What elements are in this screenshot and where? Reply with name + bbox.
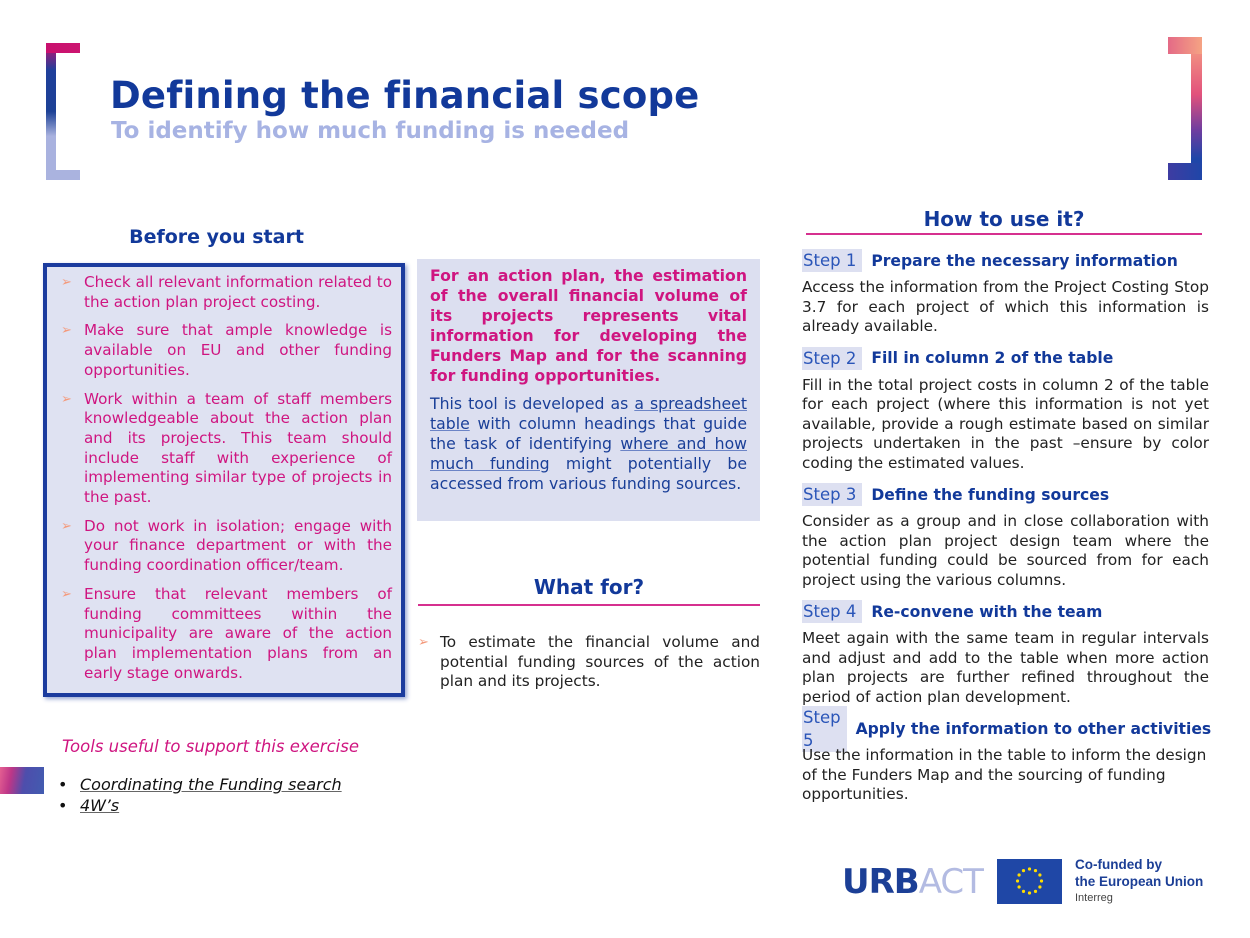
tools-thumbnail-image — [0, 767, 44, 794]
how-to-use-heading: How to use it? — [923, 207, 1085, 231]
step-label: Step 2 — [802, 347, 862, 370]
right-bracket-decoration — [1168, 37, 1202, 180]
left-bracket-decoration — [46, 43, 80, 180]
eu-flag-icon — [997, 859, 1062, 904]
before-you-start-heading: Before you start — [129, 226, 304, 248]
step-label: Step 1 — [802, 249, 862, 272]
step-title: Apply the information to other activities — [855, 719, 1212, 738]
tool-link-4ws[interactable]: 4W’s — [80, 796, 120, 815]
step-1 — [802, 249, 1209, 337]
before-you-start-list — [57, 273, 392, 683]
step-5 — [802, 707, 1212, 805]
info-box — [417, 259, 760, 521]
arrow-bullet-icon: ➢ — [61, 518, 72, 534]
tool-list-item: • 4W’s — [58, 796, 120, 815]
steps-list — [802, 249, 1212, 815]
before-you-start-box — [43, 263, 405, 697]
step-label: Step 5 — [802, 706, 847, 752]
arrow-bullet-icon: ➢ — [61, 323, 72, 339]
eu-stars-icon — [997, 859, 1062, 904]
where-how-much-funding-link[interactable]: where and how much funding — [430, 434, 748, 473]
arrow-bullet-icon: ➢ — [61, 586, 72, 602]
tool-list-item: • Coordinating the Funding search — [58, 775, 342, 794]
arrow-bullet-icon: ➢ — [61, 391, 72, 407]
step-body: Fill in the total project costs in column 2 of the table for each project (where this information is not yet available, provide a rough estimate based on similar projects undertaken in the past –ensure by color coding the estimated values. — [802, 375, 1209, 472]
step-body: Consider as a group and in close collaboration with the action plan project design team where the potential funding could be sourced from for each project using the various columns. — [802, 512, 1209, 589]
step-title: Define the funding sources — [871, 485, 1110, 504]
info-highlight-text: For an action plan, the estimation of the overall financial volume of its projects represents vital information for developing the Funders Map and for the scanning for funding opportunities. — [430, 266, 747, 385]
list-item: ➢ Ensure that relevant members of funding committees within the municipality are aware of the action plan implementation plans from an early stage onwards. — [61, 584, 392, 682]
tool-link-coordinating-funding-search[interactable]: Coordinating the Funding search — [80, 775, 342, 794]
step-label: Step 4 — [802, 600, 862, 623]
what-for-item: ➢ To estimate the financial volume and potential funding sources of the action plan and its projects. — [418, 633, 760, 691]
arrow-bullet-icon: ➢ — [61, 275, 72, 290]
step-title: Fill in column 2 of the table — [871, 349, 1114, 367]
step-body: Access the information from the Project Costing Stop 3.7 for each project of which this information is already available. — [802, 278, 1209, 335]
list-item: ➢ Do not work in isolation; engage with your finance department or with the funding coordination officer/team. — [61, 516, 392, 575]
list-item: ➢ Make sure that ample knowledge is available on EU and other funding opportunities. — [61, 321, 392, 379]
list-item: ➢ Work within a team of staff members knowledgeable about the action plan and its projects. This team should include staff with experience of implementing similar type of projects in the past. — [61, 389, 392, 507]
step-title: Prepare the necessary information — [871, 251, 1178, 270]
step-title: Re-convene with the team — [871, 602, 1103, 621]
step-4 — [802, 600, 1209, 707]
step-3 — [802, 483, 1209, 590]
step-label: Step 3 — [802, 483, 862, 506]
step-body: Meet again with the same team in regular intervals and adjust and add to the table when more action plan projects are further refined throughout the period of action plan development. — [802, 629, 1209, 706]
page-title: Defining the financial scope — [110, 74, 700, 117]
urbact-logo: URBACT — [842, 862, 983, 902]
page-subtitle: To identify how much funding is needed — [111, 118, 630, 144]
how-to-use-divider — [806, 233, 1202, 235]
list-item: ➢ Check all relevant information related to the action plan project costing. — [61, 273, 392, 311]
what-for-divider — [418, 604, 760, 606]
eu-cofunded-text: Co-funded by the European Union Interreg — [1075, 857, 1204, 904]
info-body-text: This tool is developed as a spreadsheet table with column headings that guide the task of identifying where and how much funding might potentially be accessed from various funding sources. — [430, 394, 748, 493]
arrow-bullet-icon: ➢ — [418, 635, 429, 650]
what-for-heading: What for? — [533, 575, 645, 599]
tools-title: Tools useful to support this exercise — [62, 737, 359, 756]
spreadsheet-table-link[interactable]: a spreadsheet table — [430, 394, 747, 433]
step-2 — [802, 347, 1209, 474]
tools-list — [58, 774, 342, 816]
step-body: Use the information in the table to inform the design of the Funders Map and the sourcing of funding opportunities. — [802, 746, 1207, 803]
